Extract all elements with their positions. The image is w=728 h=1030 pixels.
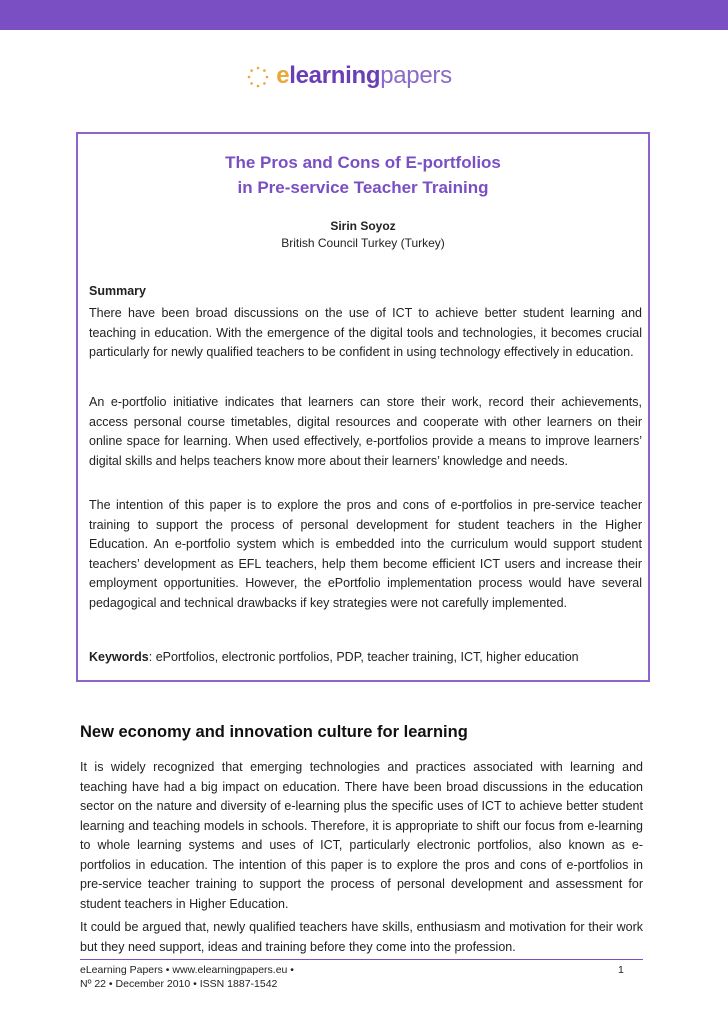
summary-paragraph-2: An e-portfolio initiative indicates that learners can store their work, record their achievements, access personal course timetables, digital resources and cooperate with other learners on their online space for learning. When used effectively, e-portfolios provide a means to improve learners’ digital skills and helps teachers know more about their learners’ knowledge and needs. — [89, 395, 642, 468]
footer-line-1: eLearning Papers • www.elearningpapers.eu • — [80, 964, 294, 976]
summary-heading: Summary — [89, 284, 146, 298]
paper-title-line-2: in Pre-service Teacher Training — [237, 178, 489, 197]
keywords-label: Keywords — [89, 650, 149, 664]
paper-title-line-1: The Pros and Cons of E-portfolios — [225, 153, 501, 172]
summary-paragraph-1: There have been broad discussions on the use of ICT to achieve better student learning and teaching in education. With the emergence of the digital tools and technologies, it becomes crucial particularly for newly qualified teachers to be confident in using technology effectively in education. — [89, 306, 642, 359]
author-name: Sirin Soyoz — [330, 219, 396, 233]
keywords-text: : ePortfolios, electronic portfolios, PDP, teacher training, ICT, higher education — [148, 650, 579, 664]
footer-rule — [80, 959, 643, 960]
top-banner — [0, 0, 728, 30]
page-number: 1 — [618, 964, 624, 976]
footer-line-2: Nº 22 • December 2010 • ISSN 1887-1542 — [80, 978, 278, 990]
elearningpapers-logo — [0, 62, 728, 90]
author-affiliation: British Council Turkey (Turkey) — [281, 236, 445, 250]
section-title: New economy and innovation culture for learning — [80, 723, 468, 741]
body-paragraph-2: It could be argued that, newly qualified teachers have skills, enthusiasm and motivation for their work but they need support, ideas and training before they come into the profession. — [80, 920, 643, 954]
logo-papers: papers — [380, 62, 452, 89]
logo-e: e — [276, 62, 290, 89]
keywords-line — [89, 650, 579, 664]
summary-paragraph-3: The intention of this paper is to explore the pros and cons of e-portfolios in pre-service teacher training to support the process of personal development for student teachers in the Higher Education. An e-portfolio system which is embedded into the curriculum would support student teachers’ development as EFL teachers, help them become efficient ICT users and increase their employment opportunities. However, the ePortfolio implementation process would have several pedagogical and technical drawbacks if key strategies were not carefully implemented. — [89, 498, 642, 610]
body-paragraph-1: It is widely recognized that emerging technologies and practices associated with learning and teaching have had a big impact on education. There have been broad discussions in the education sector on the nature and diversity of e-learning plus the specific uses of ICT to achieve better student learning and teaching models in schools. Therefore, it is appropriate to shift our focus from e-learning to whole learning systems and uses of ICT, particularly electronic portfolios, also known as e-portfolios in education. The intention of this paper is to explore the pros and cons of e-portfolios in pre-service teacher training to support the process of personal development and assessment for student teachers in Higher Education. — [80, 760, 643, 911]
logo-learning: learning — [289, 62, 381, 89]
